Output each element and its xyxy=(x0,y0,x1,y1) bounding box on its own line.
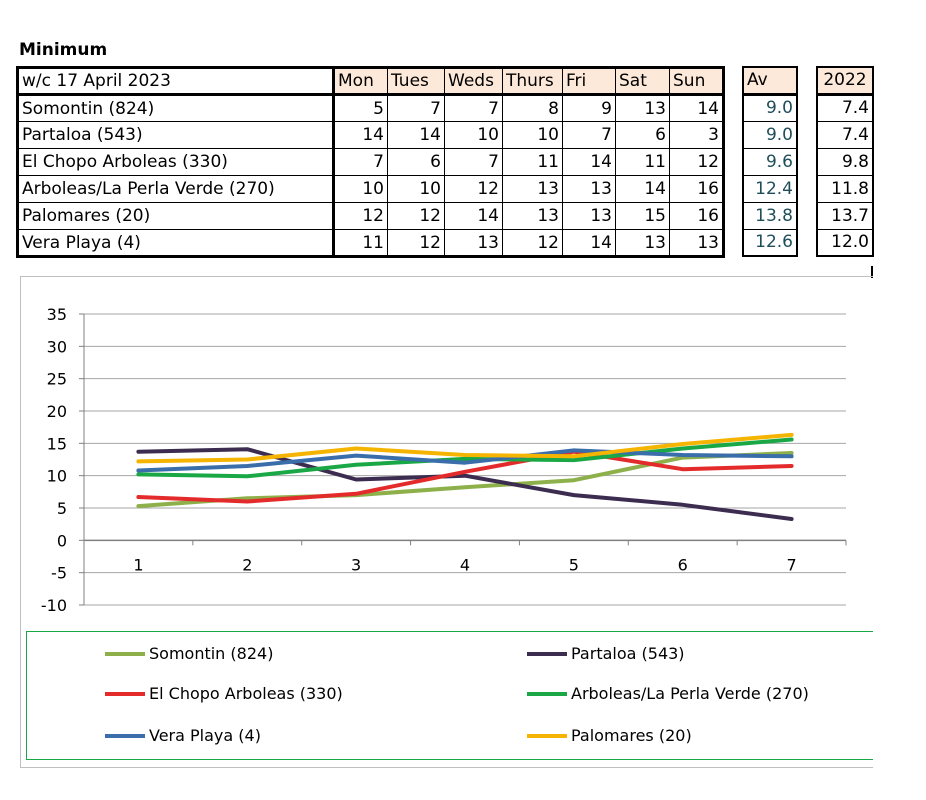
table-cell: 7 xyxy=(334,149,388,176)
day-header: Weds xyxy=(445,68,503,95)
x-tick-label: 5 xyxy=(568,555,579,575)
table-cell: 7 xyxy=(563,122,616,149)
legend-swatch xyxy=(527,734,567,738)
average-cell: 9.6 xyxy=(743,148,797,175)
table-cell: 13 xyxy=(563,176,616,203)
legend-label: Partaloa (543) xyxy=(571,644,685,663)
table-cell: 14 xyxy=(334,122,388,149)
table-cell: 9 xyxy=(563,95,616,122)
legend-label: Somontin (824) xyxy=(149,644,274,663)
year-cell: 13.7 xyxy=(817,202,873,229)
station-name: Vera Playa (4) xyxy=(18,230,334,257)
average-cell: 12.4 xyxy=(743,175,797,202)
y-tick-label: 35 xyxy=(46,305,67,324)
table-cell: 8 xyxy=(503,95,563,122)
table-cell: 12 xyxy=(445,176,503,203)
table-cell: 3 xyxy=(670,122,724,149)
year-header: 2022 xyxy=(817,67,873,94)
station-name: El Chopo Arboleas (330) xyxy=(18,149,334,176)
y-tick-label: 25 xyxy=(46,369,67,389)
average-header: Av xyxy=(743,67,797,94)
y-tick-label: 10 xyxy=(46,466,67,486)
average-cell: 9.0 xyxy=(743,121,797,148)
table-cell: 14 xyxy=(388,122,445,149)
x-tick-label: 2 xyxy=(242,555,253,575)
table-cell: 7 xyxy=(445,149,503,176)
table-cell: 10 xyxy=(445,122,503,149)
station-name: Partaloa (543) xyxy=(18,122,334,149)
table-cell: 13 xyxy=(445,230,503,257)
legend-item xyxy=(105,726,261,745)
table-cell: 7 xyxy=(445,95,503,122)
legend-swatch xyxy=(527,652,567,656)
year-cell: 7.4 xyxy=(817,121,873,148)
day-header: Mon xyxy=(334,68,388,95)
station-name: Somontin (824) xyxy=(18,95,334,122)
table-cell: 5 xyxy=(334,95,388,122)
x-tick-label: 3 xyxy=(351,555,362,575)
y-tick-label: -10 xyxy=(40,596,67,615)
table-cell: 13 xyxy=(616,230,670,257)
legend-label: El Chopo Arboleas (330) xyxy=(149,684,343,703)
legend-swatch xyxy=(105,652,145,656)
table-cell: 13 xyxy=(670,230,724,257)
table-cell: 12 xyxy=(334,203,388,230)
table-cell: 10 xyxy=(503,122,563,149)
table-cell: 6 xyxy=(388,149,445,176)
table-cell: 6 xyxy=(616,122,670,149)
day-header: Sat xyxy=(616,68,670,95)
table-cell: 16 xyxy=(670,203,724,230)
legend-item xyxy=(527,726,692,745)
table-cell: 13 xyxy=(563,203,616,230)
table-cell: 13 xyxy=(503,176,563,203)
table-cell: 12 xyxy=(670,149,724,176)
table-cell: 11 xyxy=(334,230,388,257)
average-cell: 12.6 xyxy=(743,229,797,256)
table-cell: 10 xyxy=(334,176,388,203)
x-tick-label: 6 xyxy=(677,555,688,575)
x-tick-label: 4 xyxy=(459,555,471,575)
week-label: w/c 17 April 2023 xyxy=(18,68,334,95)
y-tick-label: -5 xyxy=(51,563,67,583)
legend-item xyxy=(105,684,343,703)
table-cell: 14 xyxy=(563,149,616,176)
table-cell: 10 xyxy=(388,176,445,203)
table-cell: 14 xyxy=(563,230,616,257)
y-tick-label: 30 xyxy=(46,337,67,357)
y-tick-label: 0 xyxy=(56,531,67,551)
day-header: Thurs xyxy=(503,68,563,95)
day-header: Fri xyxy=(563,68,616,95)
legend-item xyxy=(527,644,685,663)
legend-label: Palomares (20) xyxy=(571,726,692,745)
year-cell: 7.4 xyxy=(817,94,873,121)
x-tick-label: 7 xyxy=(786,555,797,575)
table-cell: 12 xyxy=(388,203,445,230)
legend-swatch xyxy=(105,692,145,696)
legend-label: Arboleas/La Perla Verde (270) xyxy=(571,684,809,703)
table-cell: 12 xyxy=(388,230,445,257)
average-cell: 13.8 xyxy=(743,202,797,229)
day-header: Sun xyxy=(670,68,724,95)
year-cell: 11.8 xyxy=(817,175,873,202)
station-name: Palomares (20) xyxy=(18,203,334,230)
page-title: Minimum xyxy=(19,40,108,60)
station-name: Arboleas/La Perla Verde (270) xyxy=(18,176,334,203)
legend-item xyxy=(527,684,809,703)
table-cell: 13 xyxy=(503,203,563,230)
table-cell: 14 xyxy=(445,203,503,230)
table-cell: 14 xyxy=(616,176,670,203)
table-cell: 15 xyxy=(616,203,670,230)
day-header: Tues xyxy=(388,68,445,95)
legend-label: Vera Playa (4) xyxy=(149,726,261,745)
legend-swatch xyxy=(105,734,145,738)
legend-item xyxy=(105,644,273,663)
y-tick-label: 15 xyxy=(46,434,67,454)
table-cell: 11 xyxy=(503,149,563,176)
table-cell: 16 xyxy=(670,176,724,203)
year-cell: 12.0 xyxy=(817,229,873,256)
table-cell: 13 xyxy=(616,95,670,122)
y-tick-label: 5 xyxy=(56,499,67,518)
table-cell: 14 xyxy=(670,95,724,122)
x-tick-label: 1 xyxy=(133,555,144,575)
legend-swatch xyxy=(527,692,567,696)
table-cell: 12 xyxy=(503,230,563,257)
chart-legend xyxy=(26,631,873,760)
y-tick-label: 20 xyxy=(46,402,67,421)
table-cell: 7 xyxy=(388,95,445,122)
average-cell: 9.0 xyxy=(743,94,797,121)
table-cell: 11 xyxy=(616,149,670,176)
year-cell: 9.8 xyxy=(817,148,873,175)
